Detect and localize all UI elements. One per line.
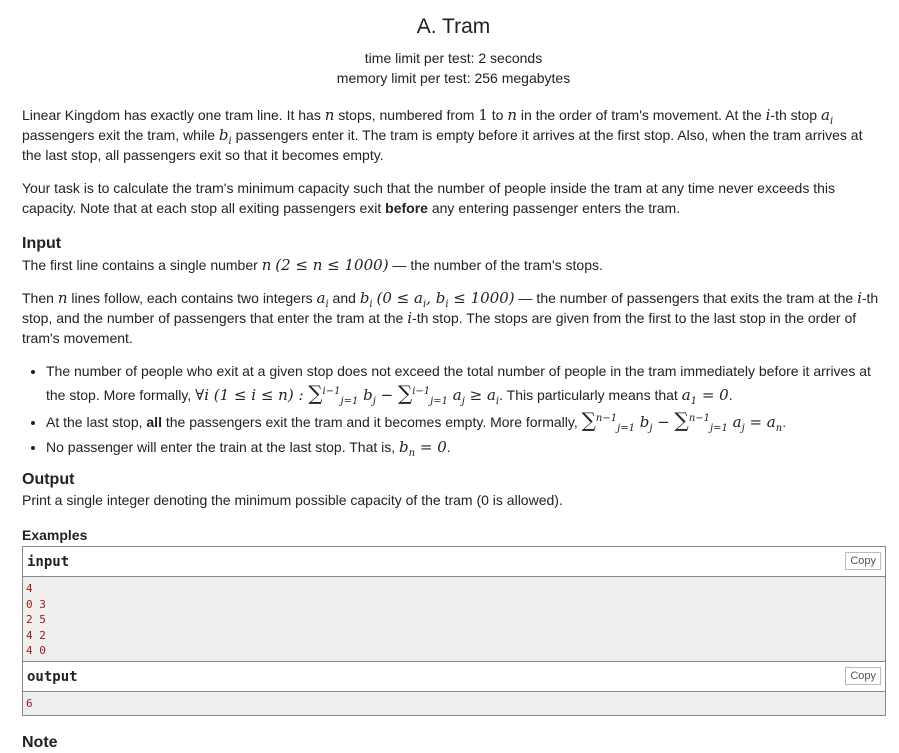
note-title: Note (22, 734, 58, 751)
example-input-line: 4 0 (26, 644, 46, 657)
input-paragraph-1: The first line contains a single number n (2 ≤ n ≤ 1000) — the number of the tram's stops. (22, 256, 603, 274)
constraints-list (22, 360, 885, 458)
example-input-body (23, 577, 885, 661)
input-section-title: Input (22, 235, 62, 252)
example-box (22, 546, 886, 662)
example-output-box (22, 662, 886, 716)
output-paragraph: Print a single integer denoting the minimum possible capacity of the tram (0 is allowed). (22, 492, 563, 508)
copy-input-button[interactable]: Copy (845, 552, 881, 570)
list-item: • At the last stop, all the passengers exit the tram and it becomes empty. More formally, ∑$^{n-1}_{j=1}$ $b_j - \sum^{n-1}_{j=1}$ $a_j = a_n$. (46, 409, 885, 433)
memory-limit: memory limit per test: 256 megabytes (336, 70, 571, 86)
example-input-label: input (27, 554, 70, 570)
example-input-line: 4 (26, 582, 33, 595)
problem-title: A. Tram (416, 15, 491, 38)
example-input-line: 0 3 (26, 597, 46, 611)
copy-output-button[interactable]: Copy (845, 667, 881, 685)
statement-paragraph-1: Linear Kingdom has exactly one tram line. It has n stops, numbered from 1 to n in the order of tram's movement. At the i-th stop $a_i$ passengers exit the tram, while $b_i$ passengers enter it. The tram is empty before it arrives at the first stop. Also, when the tram arrives at the last stop, all passengers exit so that it becomes empty. (22, 106, 863, 163)
example-output-line: 6 (26, 697, 33, 710)
list-item: • No passenger will enter the train at the last stop. That is, $b_n = 0$. (46, 436, 885, 458)
statement-paragraph-2: Your task is to calculate the tram's minimum capacity such that the number of people inside the tram at any time never exceeds this capacity. Note that at each stop all exiting passengers exit before any entering passenger enters the tram. (22, 180, 835, 216)
example-input-line: 2 5 (26, 613, 46, 626)
example-output-body (23, 692, 885, 715)
input-paragraph-2: Then n lines follow, each contains two integers $a_i$ and $b_i$ ($0 \le a_i$, $b_i \le 1000$) — the number of passengers that exits the tram at the i-th stop, and the number of passengers that enter the tram at the i-th stop. The stops are given from the first to the last stop in the order of tram's movement. (22, 289, 879, 346)
time-limit: time limit per test: 2 seconds (364, 50, 543, 66)
list-item: • The number of people who exit at a given stop does not exceed the total number of people in the tram immediately before it arrives at the stop. More formally, ∀i (1 ≤ i ≤ n) : ∑$^{i-1}_{j=1}$ $b_j - \sum^{i-1}_{j=1}$ $a_j \ge a_i$. This particularly means that $a_1 = 0$. (46, 360, 885, 406)
examples-title: Examples (22, 527, 88, 543)
example-output-label: output (27, 669, 78, 685)
example-output-header (23, 662, 885, 692)
example-input-line: 4 2 (26, 628, 46, 642)
output-section-title: Output (22, 471, 75, 488)
problem-header (22, 0, 885, 88)
example-input-header (23, 547, 885, 577)
